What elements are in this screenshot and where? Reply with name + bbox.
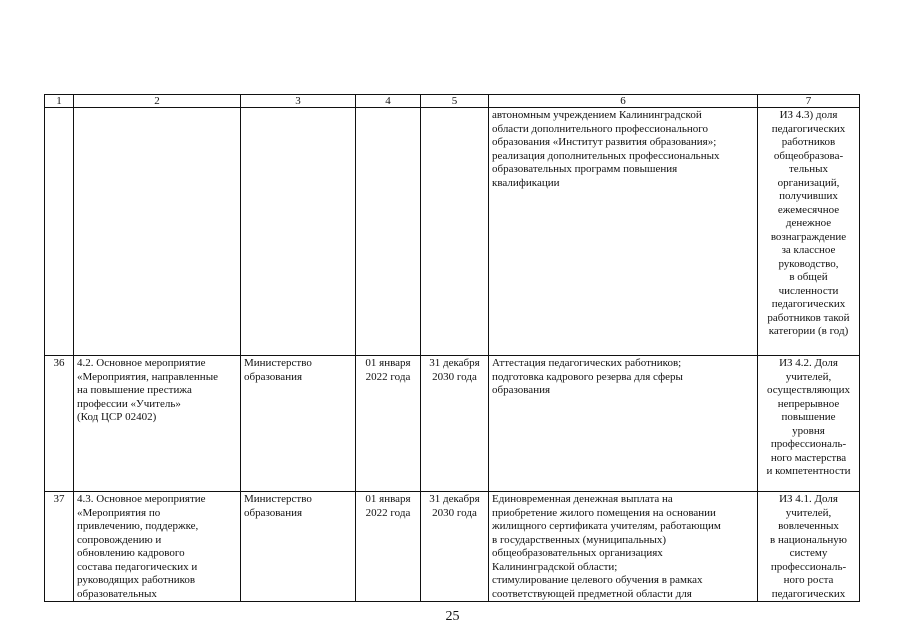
table-row — [45, 356, 860, 492]
indicator-link: ИЗ 4.3) доля педагогических работников общеобразова- тельных организаций, получивших ежемесячное денежное вознаграждение за классное руководство, в общей численности педагогических работников такой категории (в год) — [758, 108, 860, 356]
responsible-executor: Министерство образования — [241, 356, 356, 492]
column-number: 6 — [489, 95, 758, 108]
start-date — [356, 108, 421, 356]
end-date: 31 декабря 2030 года — [421, 492, 489, 602]
document-sheet — [44, 94, 859, 602]
measure-content: автономным учреждением Калининградской области дополнительного профессионального образования «Институт развития образования»; реализация дополнительных профессиональных образовательных программ повышения квалификации — [489, 108, 758, 356]
responsible-executor: Министерство образования — [241, 492, 356, 602]
page-number: 25 — [445, 609, 460, 624]
measure-name: 4.2. Основное мероприятие «Мероприятия, направленные на повышение престижа профессии «Учитель» (Код ЦСР 02402) — [74, 356, 241, 492]
responsible-executor — [241, 108, 356, 356]
row-number — [45, 108, 74, 356]
end-date — [421, 108, 489, 356]
measure-name — [74, 108, 241, 356]
column-number: 4 — [356, 95, 421, 108]
indicator-link: ИЗ 4.1. Доля учителей, вовлеченных в национальную систему профессиональ- ного роста педагогических — [758, 492, 860, 602]
measure-name: 4.3. Основное мероприятие «Мероприятия по привлечению, поддержке, сопровождению и обновлению кадрового состава педагогических и руководящих работников образовательных — [74, 492, 241, 602]
column-number: 1 — [45, 95, 74, 108]
row-number: 37 — [45, 492, 74, 602]
start-date: 01 января 2022 года — [356, 492, 421, 602]
indicator-link: ИЗ 4.2. Доля учителей, осуществляющих непрерывное повышение уровня профессиональ- ного мастерства и компетентности — [758, 356, 860, 492]
table-row — [45, 108, 860, 356]
end-date: 31 декабря 2030 года — [421, 356, 489, 492]
column-number: 3 — [241, 95, 356, 108]
table-row — [45, 492, 860, 602]
measure-content: Аттестация педагогических работников; подготовка кадрового резерва для сферы образования — [489, 356, 758, 492]
column-number: 5 — [421, 95, 489, 108]
column-number: 2 — [74, 95, 241, 108]
program-measures-table — [44, 94, 860, 602]
column-number: 7 — [758, 95, 860, 108]
row-number: 36 — [45, 356, 74, 492]
measure-content: Единовременная денежная выплата на приобретение жилого помещения на основании жилищного сертификата учителям, работающим в государственных (муниципальных) общеобразовательных организациях Калининградской области; стимулирование целевого обучения в рамках соответствующей предметной области для — [489, 492, 758, 602]
column-number-row — [45, 95, 860, 108]
start-date: 01 января 2022 года — [356, 356, 421, 492]
